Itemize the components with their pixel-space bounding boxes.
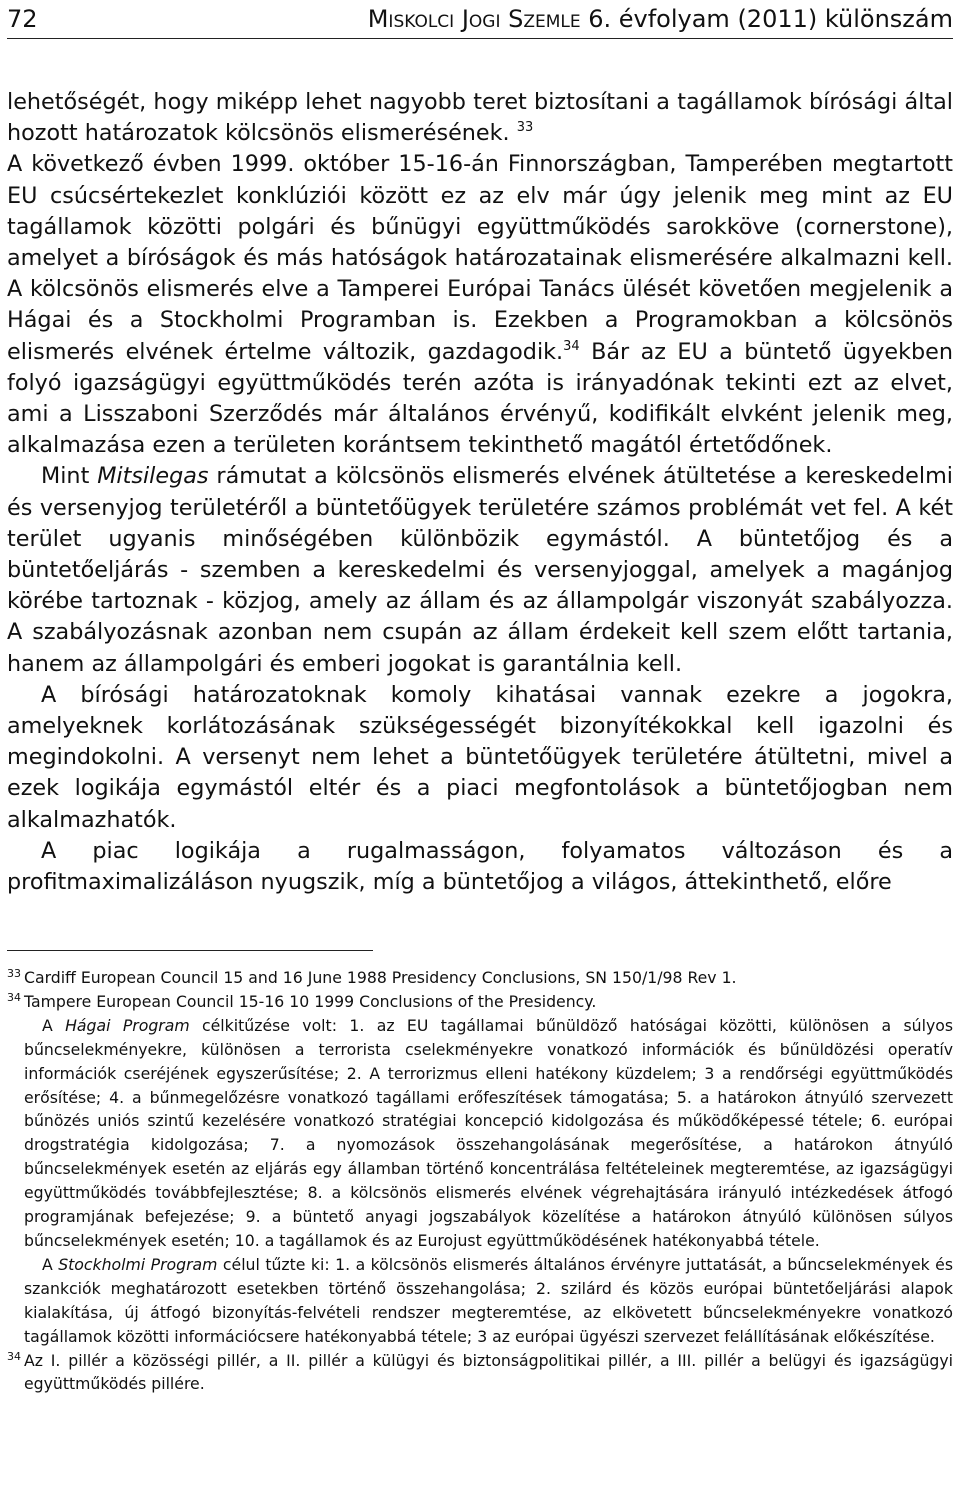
journal-name: Miskolci Jogi Szemle [367, 5, 581, 33]
footnote-text: Tampere European Council 15-16 10 1999 Conclusions of the Presidency. [24, 991, 597, 1011]
paragraph-3 [7, 461, 953, 679]
footnote-separator [7, 950, 373, 951]
footnote-text: célkitűzése volt: 1. az EU tagállamai bűnüldöző hatóságai közötti, különösen a súlyos bűncselekményekre, különösen a terrorista cselekményekre vonatkozó információk és bűnüldözési operatív információk cseréjének egyszerűsítése; 2. A terrorizmus elleni hatékony küzdelem; 3 a rendőrségi együttműködés erősítése; 4. a bűnmegelőzésre vonatkozó tagállami erőfeszítések támogatása; 5. a határokon átnyúló szervezett bűnözés uniós szintű kezelésére vonatkozó stratégiai koncepció kidolgozása és működőképessé tétele; 6. európai drogstratégia kidolgozása; 7. a nyomozások összehangolásának megerősítése, a határokon átnyúló bűncselekmények esetén az eljárás egy államban történő koncentrálása feltételeinek megteremtése, az igazságügyi együttműködés továbbfejlesztése; 8. a kölcsönös elismerés elvének végrehajtására irányuló intézkedések átfogó programjának befejezése; 9. a büntető anyagi jogszabályok közelítése a határokon átnyúló különösen súlyos bűncselekmények esetén; 10. a tagállamok és az Eurojust együttműködésének hatékonyabbá tétele. [24, 1015, 954, 1250]
footnote-text: célul tűzte ki: 1. a kölcsönös elismerés általános érvényre juttatását, a bűncselekmények és szankciók meghatározott esetekben történő összehangolása; 2. szilárd és közös európai büntetőeljárási alapok kialakítása, új átfogó bizonyítás-felvételi rendszer megteremtése, az elkövetett bűncselekményekre vonatkozó tagállamok közötti információcsere hatékonyabbá tétele; 3 az európai ügyészi szervezet felállításának előkészítése. [24, 1254, 953, 1346]
footnote-34-second: $^{34}$ Az I. pillér a közösségi pillér, a II. pillér a külügyi és biztonságpolitikai pillér, a III. pillér a belügyi és igazságügyi együttműködés pillére. [7, 1349, 953, 1394]
paragraph-2-text-b: Bár az EU a büntető ügyekben folyó igazságügyi együttműködés terén azóta is irányadónak tekinti ezt az elvet, ami a Lisszaboni Szerződés már általános érvényű, kodifikált elvként jelenik meg, alkalmazása ezen a területen korántsem tekinthető magától értetődőnek. [7, 338, 953, 459]
footnote-33: $^{33}$ Cardiff European Council 15 and 16 June 1988 Presidency Conclusions, SN 150/1/98 Rev 1. [7, 967, 737, 987]
footnote-34-stockholm [7, 1253, 953, 1349]
paragraph-2 [7, 149, 953, 461]
hague-program-italic: Hágai Program [65, 1015, 190, 1035]
footnote-34: $^{34}$ Tampere European Council 15-16 10 1999 Conclusions of the Presidency. [7, 990, 597, 1011]
paragraph-2-text-a: A következő évben 1999. október 15-16-án Finnországban, Tamperében megtartott EU csúcsértekezlet konklúziói között ez az elv már úgy jelenik meg mint az EU tagállamok közötti polgári és bűnügyi együttműködés sarokköve (cornerstone), amelyet a bíróságok és más hatóságok határozatainak elismerésére alkalmazni kell. A kölcsönös elismerés elve a Tamperei Európai Tanács ülését követően megjelenik a Hágai és a Stockholmi Programban is. Ezekben a Programokban a kölcsönös elismerés elvének értelme változik, gazdagodik. [7, 151, 953, 365]
author-name-italic: Mitsilegas [97, 463, 209, 490]
footnote-text: A [42, 1254, 59, 1274]
paragraph-1 [7, 87, 953, 149]
footnotes [7, 966, 953, 1396]
paragraph-3-text-b: rámutat a kölcsönös elismerés elvének átültetése a kereskedelmi és versenyjog területéről a büntetőügyek területére számos problémát vet fel. A két terület ugyanis minőségében különbözik egymástól. A büntetőjog és a büntetőeljárás - szemben a kereskedelmi és versenyjoggal, amelyek a magánjog körébe tartoznak - közjog, amely az állam és az állampolgár viszonyát szabályozza. A szabályozásnak azonban nem csupán az állam érdekeit kell szem előtt tartania, hanem az állampolgári és emberi jogokat is garantálnia kell. [7, 463, 953, 677]
footnote-34-hague [7, 1014, 953, 1253]
paragraph-4: A bírósági határozatoknak komoly kihatásai vannak ezekre a jogokra, amelyeknek korlátozásának szükségességét bizonyítékokkal kell igazolni és megindokolni. A versenyt nem lehet a büntetőügyek területére átültetni, mivel a ezek logikája egymástól eltér és a piaci megfontolások a büntetőjogban nem alkalmazhatók. [7, 681, 953, 833]
footnote-ref-34[interactable]: 34 [563, 338, 580, 354]
stockholm-program-italic: Stockholmi Program [58, 1254, 218, 1274]
journal-issue: 6. évfolyam (2011) különszám [580, 5, 953, 33]
footnote-text: Az I. pillér a közösségi pillér, a II. pillér a külügyi és biztonságpolitikai pillér, a III. pillér a belügyi és igazságügyi együttműködés pillére. [24, 1350, 953, 1394]
body-text [7, 87, 953, 898]
page-number: 72 [7, 5, 38, 33]
paragraph-5: A piac logikája a rugalmasságon, folyamatos változáson és a profitmaximalizáláson nyugszik, míg a büntetőjog a világos, áttekinthető, előre [7, 837, 953, 896]
footnote-text: Cardiff European Council 15 and 16 June 1988 Presidency Conclusions, SN 150/1/98 Rev 1. [24, 968, 737, 987]
footnote-text: A [42, 1015, 66, 1035]
running-header [7, 4, 953, 39]
footnote-ref-33[interactable]: 33 [516, 120, 534, 136]
running-title [368, 4, 953, 34]
paragraph-3-text-a: Mint [41, 463, 98, 490]
paragraph-1-text: lehetőségét, hogy miképp lehet nagyobb teret biztosítani a tagállamok bírósági által hozott határozatok kölcsönös elismerésének. [7, 89, 953, 147]
